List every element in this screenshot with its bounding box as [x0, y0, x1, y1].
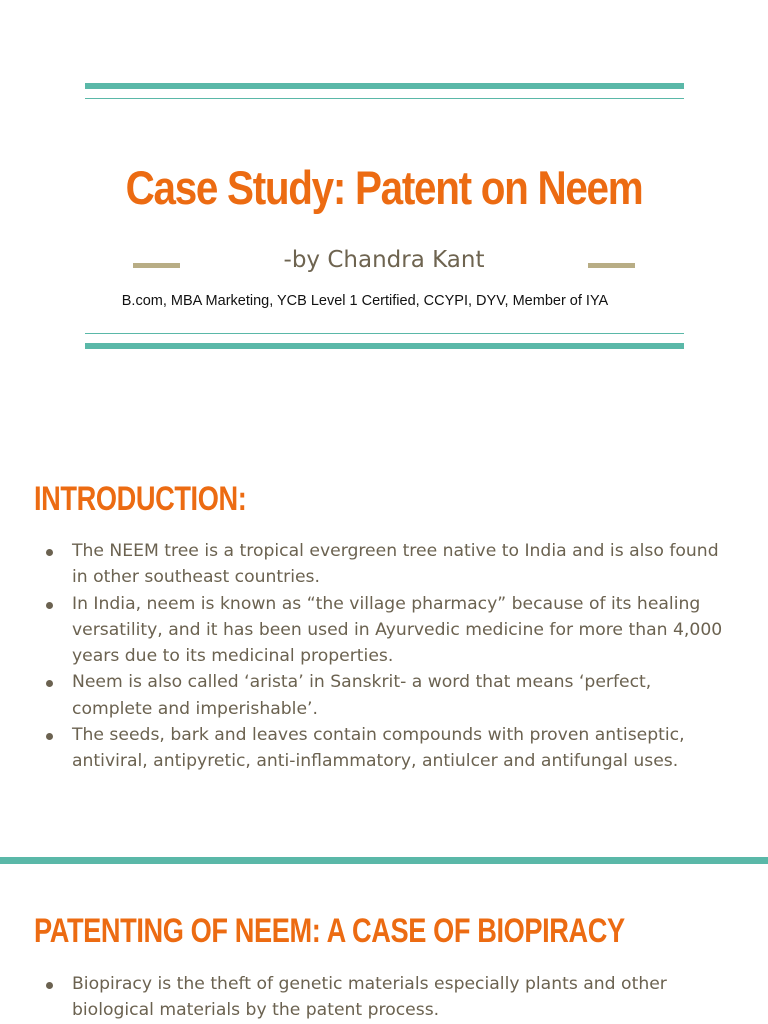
- list-item: [34, 538, 734, 591]
- bullet-dot-icon: [46, 982, 53, 989]
- bottom-thin-rule: [85, 333, 684, 334]
- bullet-text: Neem is also called ‘arista’ in Sanskrit- a word that means ‘perfect, complete and imperishable’.: [72, 672, 652, 719]
- list-item: [34, 722, 734, 775]
- top-thick-rule: [85, 83, 684, 89]
- bullet-dot-icon: [46, 733, 53, 740]
- biopiracy-bullet-list: [34, 971, 734, 1024]
- bullet-text: The seeds, bark and leaves contain compounds with proven antiseptic, antiviral, antipyretic, anti-inflammatory, antiulcer and antifungal uses.: [72, 725, 685, 772]
- author-byline: -by Chandra Kant: [283, 247, 485, 273]
- introduction-heading: INTRODUCTION:: [34, 480, 247, 518]
- section-divider: [0, 857, 768, 864]
- introduction-bullet-list: [34, 538, 734, 775]
- bottom-thick-rule: [85, 343, 684, 349]
- bullet-dot-icon: [46, 680, 53, 687]
- list-item: [34, 669, 734, 722]
- top-thin-rule: [85, 98, 684, 99]
- author-credentials: B.com, MBA Marketing, YCB Level 1 Certified, CCYPI, DYV, Member of IYA: [121, 293, 609, 309]
- page-title: Case Study: Patent on Neem: [125, 161, 643, 214]
- bullet-text: The NEEM tree is a tropical evergreen tree native to India and is also found in other southeast countries.: [72, 541, 719, 588]
- list-item: [34, 591, 734, 670]
- bullet-text: Biopiracy is the theft of genetic materials especially plants and other biological materials by the patent process.: [72, 974, 667, 1021]
- bullet-text: In India, neem is known as “the village pharmacy” because of its healing versatility, and it has been used in Ayurvedic medicine for more than 4,000 years due to its medicinal properties.: [72, 593, 723, 667]
- biopiracy-heading: PATENTING OF NEEM: A CASE OF BIOPIRACY: [34, 912, 625, 950]
- list-item: [34, 971, 734, 1024]
- bullet-dot-icon: [46, 602, 53, 609]
- bullet-dot-icon: [46, 549, 53, 556]
- right-dash-ornament: [588, 263, 635, 268]
